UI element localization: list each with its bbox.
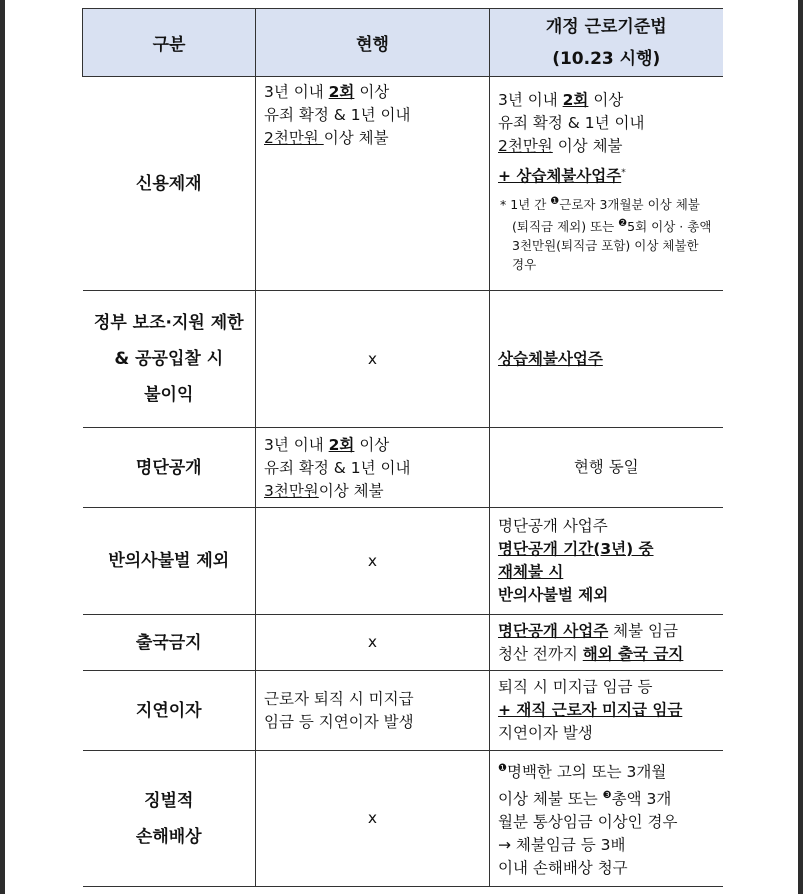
header-revised-line1: 개정 근로기준법: [545, 16, 667, 37]
row-current-no-consent-exception: x: [256, 508, 490, 615]
table-header-row: [83, 9, 723, 77]
row-label-name-disclosure: 명단공개: [83, 428, 256, 508]
table-row: [83, 671, 723, 751]
revised-line-3: 2천만원 이상 체불: [498, 137, 623, 155]
row-label-punitive-damages: 징벌적 손해배상: [83, 751, 256, 887]
row-current-travel-ban: x: [256, 615, 490, 671]
current-line-1: 3년 이내 2회 이상: [264, 83, 390, 101]
header-current: 현행: [256, 9, 490, 77]
table-row: [83, 508, 723, 615]
row-revised-punitive-damages: $^❶$명백한 고의 또는 3개월 이상 체불 또는 $^❸$총액 3개 월분 통상임금 이상인 경우 → 체불임금 등 3배 이내 손해배상 청구: [490, 751, 723, 887]
row-revised-no-consent-exception: 명단공개 사업주 명단공개 기간(3년) 중 재체불 시 반의사불벌 제외: [490, 508, 723, 615]
header-category: 구분: [83, 9, 256, 77]
row-revised-late-interest: 퇴직 시 미지급 임금 등 + 재직 근로자 미지급 임금 지연이자 발생: [490, 671, 723, 751]
row-revised-credit-sanction: [490, 77, 723, 291]
row-current-name-disclosure: 3년 이내 2회 이상 유죄 확정 & 1년 이내 3천만원이상 체불: [256, 428, 490, 508]
comparison-table: [82, 8, 723, 887]
table-row: [83, 615, 723, 671]
revised-line-2: 유죄 확정 & 1년 이내: [498, 114, 645, 132]
current-line-3: 2천만원 이상 체불: [264, 129, 389, 147]
footnote: * 1년 간 $^❶$근로자 3개월분 이상 체불(퇴직금 제외) 또는 $^❷$5회 이상 · 총액 3천만원(퇴직금 포함) 이상 체불한 경우: [500, 196, 712, 273]
row-revised-subsidy-restriction: 상습체불사업주: [490, 291, 723, 428]
header-revised-line2: (10.23 시행): [552, 48, 661, 69]
row-revised-travel-ban: 명단공개 사업주 체불 임금 청산 전까지 해외 출국 금지: [490, 615, 723, 671]
row-revised-name-disclosure: 현행 동일: [490, 428, 723, 508]
row-current-late-interest: 근로자 퇴직 시 미지급 임금 등 지연이자 발생: [256, 671, 490, 751]
window-frame-right: [798, 0, 803, 894]
row-label-travel-ban: 출국금지: [83, 615, 256, 671]
row-current-credit-sanction: [256, 77, 490, 291]
revised-line-1: 3년 이내 2회 이상: [498, 91, 624, 109]
row-current-subsidy-restriction: x: [256, 291, 490, 428]
table-row: [83, 291, 723, 428]
current-line-2: 유죄 확정 & 1년 이내: [264, 106, 411, 124]
table-row: [83, 428, 723, 508]
revised-line-4: + 상습체불사업주*: [498, 167, 626, 186]
table-row: [83, 77, 723, 291]
row-label-late-interest: 지연이자: [83, 671, 256, 751]
row-current-punitive-damages: x: [256, 751, 490, 887]
row-label-subsidy-restriction: 정부 보조·지원 제한 & 공공입찰 시 불이익: [83, 291, 256, 428]
window-frame-left: [0, 0, 5, 894]
table-row: [83, 751, 723, 887]
row-label-no-consent-exception: 반의사불벌 제외: [83, 508, 256, 615]
header-revised: [490, 9, 723, 77]
row-label-credit-sanction: 신용제재: [83, 77, 256, 291]
